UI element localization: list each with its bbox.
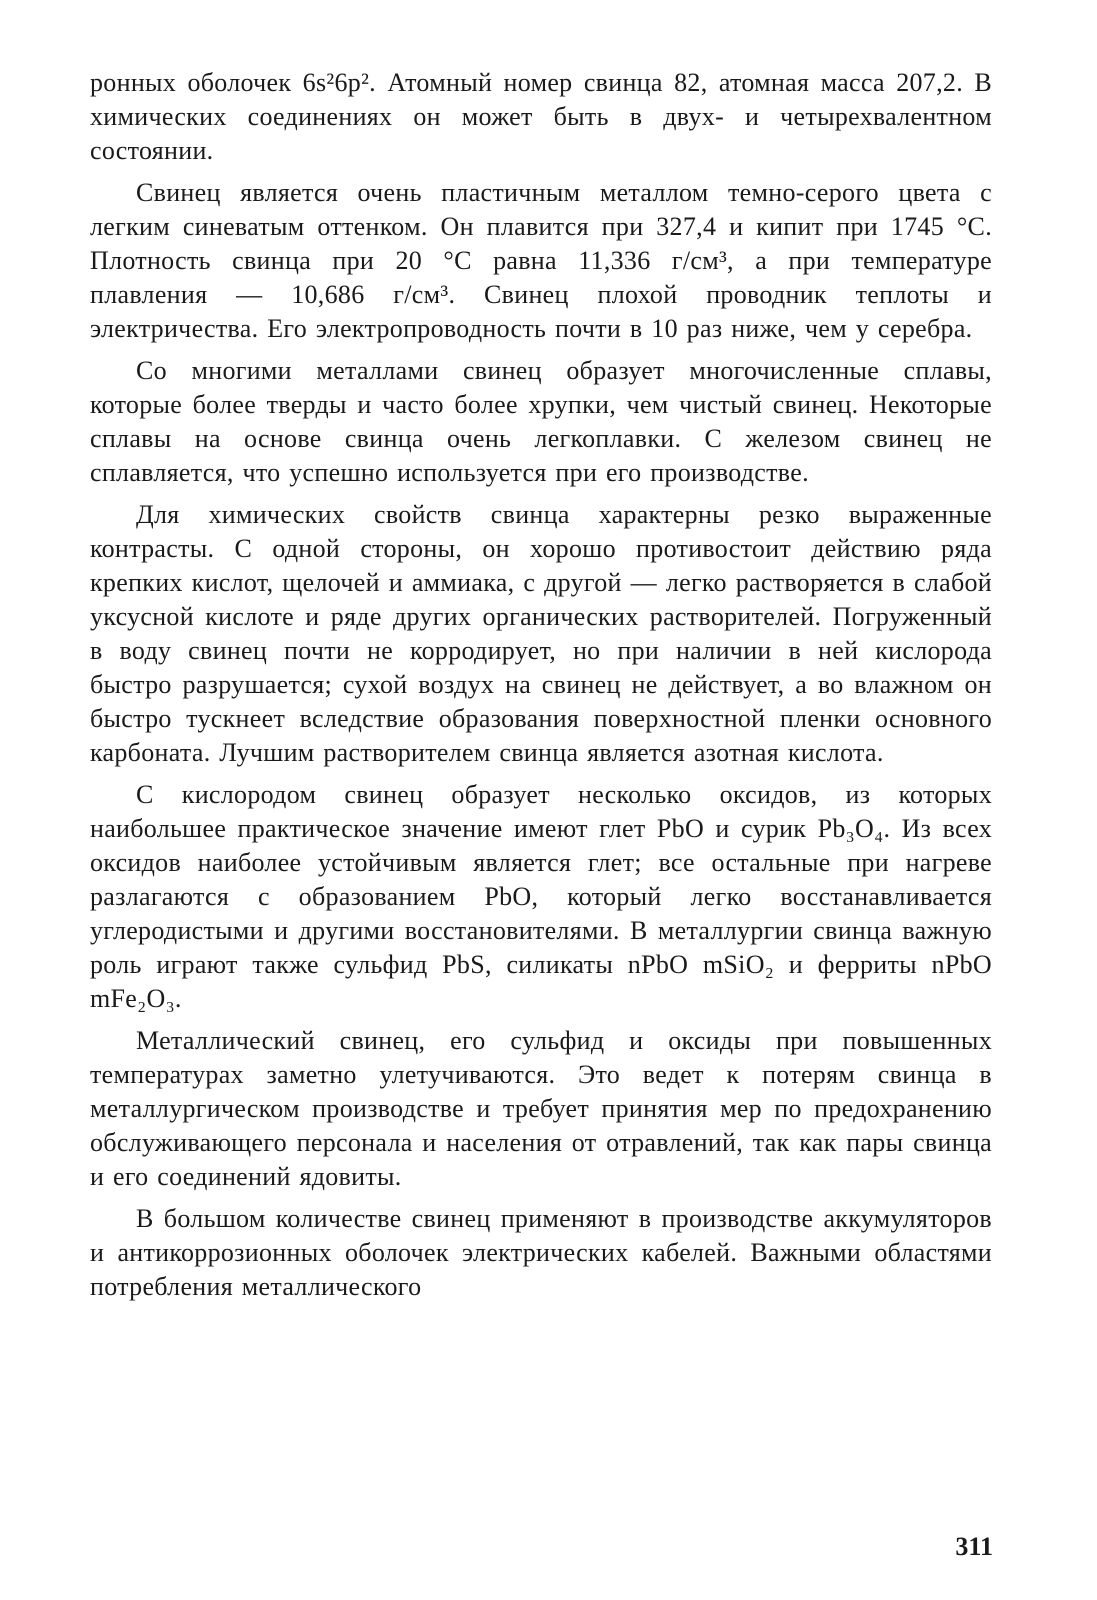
paragraph-4: Для химических свойств свинца характерны резко выраженные контрасты. С одной стороны, он хорошо противостоит действию ряда крепких кислот, щелочей и аммиака, с другой — легко растворяется в слабой уксусной кислоте и ряде других органических растворителей. Погруженный в воду свинец почти не корродирует, но при наличии в ней кислорода быстро разрушается; сухой воздух на свинец не действует, а во влажном он быстро тускнеет вследствие образования поверхностной пленки основного карбоната. Лучшим растворителем свинца является азотная кислота. (90, 500, 992, 767)
body-text (90, 66, 992, 1312)
paragraph-3: Со многими металлами свинец образует многочисленные сплавы, которые более тверды и часто более хрупки, чем чистый свинец. Некоторые сплавы на основе свинца очень легкоплавки. С железом свинец не сплавляется, что успешно используется при его производстве. (90, 356, 992, 487)
paragraph-1: ронных оболочек 6s²6p². Атомный номер свинца 82, атомная масса 207,2. В химических соединениях он может быть в двух- и четырехвалентном состоянии. (90, 68, 992, 165)
page-number: 311 (955, 1532, 993, 1561)
paragraph-2: Свинец является очень пластичным металлом темно-серого цвета с легким синеватым оттенком. Он плавится при 327,4 и кипит при 1745 °С. Плотность свинца при 20 °С равна 11,336 г/см³, а при температуре плавления — 10,686 г/см³. Свинец плохой проводник теплоты и электричества. Его электропроводность почти в 10 раз ниже, чем у серебра. (90, 178, 992, 343)
paragraph-7: В большом количестве свинец применяют в производстве аккумуляторов и антикоррозионных оболочек электрических кабелей. Важными областями потребления металлического (90, 1204, 992, 1301)
paragraph-5: С кислородом свинец образует несколько оксидов, из которых наибольшее практическое значение имеют глет PbO и сурик Pb₃O₄. Из всех оксидов наиболее устойчивым является глет; все остальные при нагреве разлагаются с образованием PbO, который легко восстанавливается углеродистыми и другими восстановителями. В металлургии свинца важную роль играют также сульфид PbS, силикаты nPbO mSiO₂ и ферриты nPbO mFe₂O₃. (90, 780, 992, 1013)
paragraph-6: Металлический свинец, его сульфид и оксиды при повышенных температурах заметно улетучиваются. Это ведет к потерям свинца в металлургическом производстве и требует принятия мер по предохранению обслуживающего персонала и населения от отравлений, так как пары свинца и его соединений ядовиты. (90, 1026, 992, 1191)
